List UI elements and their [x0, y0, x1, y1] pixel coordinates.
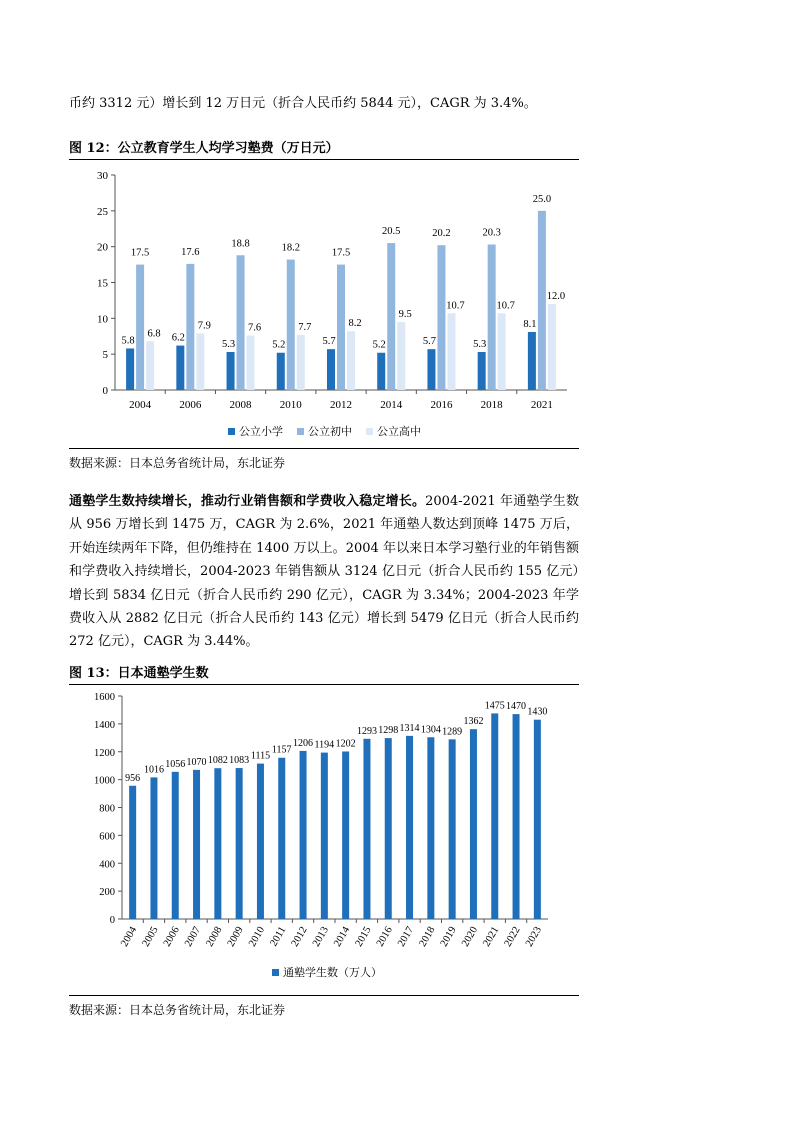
x-tick-label: 2012 — [330, 399, 352, 410]
data-label: 1082 — [207, 755, 228, 767]
data-label: 1194 — [314, 739, 335, 751]
data-label: 956 — [125, 772, 141, 784]
bar — [488, 245, 496, 390]
x-tick-label: 2010 — [247, 925, 268, 949]
bar — [528, 332, 536, 390]
y-tick-label: 1400 — [94, 719, 115, 731]
bar — [342, 751, 349, 919]
x-tick-label: 2018 — [417, 925, 438, 949]
data-label: 1202 — [335, 738, 356, 750]
legend-item — [366, 423, 421, 439]
y-tick-label: 600 — [99, 831, 115, 843]
data-label: 5.3 — [221, 339, 236, 351]
data-label: 1304 — [420, 724, 441, 736]
bar — [498, 313, 506, 390]
x-tick-label: 2008 — [229, 399, 252, 410]
y-tick-label: 1200 — [94, 747, 115, 759]
y-tick-label: 25 — [97, 205, 108, 218]
x-tick-label: 2005 — [140, 925, 161, 949]
y-tick-label: 200 — [99, 887, 115, 899]
bar — [176, 346, 184, 390]
legend-swatch — [297, 428, 304, 435]
bar — [478, 352, 486, 390]
data-label: 20.5 — [382, 226, 401, 238]
bar — [470, 729, 477, 919]
data-label: 5.8 — [121, 335, 135, 347]
figure-12-legend — [228, 423, 421, 439]
x-tick-label: 2019 — [438, 925, 459, 949]
figure-13-chart — [69, 688, 579, 960]
legend-item — [272, 964, 382, 980]
data-label: 17.5 — [331, 247, 351, 259]
bar — [186, 264, 194, 390]
x-tick-label: 2021 — [481, 925, 502, 949]
y-tick-label: 15 — [97, 277, 108, 290]
data-label: 20.3 — [482, 227, 501, 239]
data-label: 6.2 — [171, 332, 185, 344]
bar — [150, 777, 157, 919]
x-tick-label: 2016 — [374, 925, 395, 949]
legend-swatch — [366, 428, 373, 435]
x-tick-label: 2017 — [396, 925, 417, 949]
data-label: 1016 — [143, 764, 164, 776]
x-tick-label: 2004 — [129, 399, 152, 410]
bar — [387, 243, 395, 390]
x-tick-label: 2015 — [353, 925, 374, 949]
x-tick-label: 2011 — [268, 925, 289, 949]
paragraph-lead: 通塾学生数持续增长，推动行业销售额和学费收入稳定增长。 — [69, 494, 426, 509]
bar — [214, 768, 221, 919]
x-tick-label: 2009 — [225, 925, 246, 949]
y-tick-label: 0 — [102, 385, 108, 397]
y-tick-label: 1600 — [94, 692, 115, 703]
legend-label: 公立初中 — [308, 425, 352, 438]
data-label: 1289 — [442, 726, 463, 738]
data-label: 10.7 — [446, 300, 465, 312]
data-label: 1314 — [399, 722, 420, 734]
bar — [237, 255, 245, 390]
data-label: 1470 — [506, 701, 527, 713]
bar — [397, 322, 405, 390]
bar — [377, 353, 385, 390]
bar — [437, 245, 445, 390]
x-tick-label: 2014 — [332, 925, 353, 949]
bar — [385, 738, 392, 919]
x-tick-label: 2006 — [179, 399, 202, 410]
data-label: 7.6 — [247, 322, 262, 334]
data-label: 1206 — [293, 737, 314, 749]
bar — [236, 768, 243, 919]
data-label: 20.2 — [432, 228, 451, 240]
bar — [278, 758, 285, 919]
figure-13-legend — [272, 964, 382, 980]
bar — [257, 764, 264, 919]
legend-swatch — [272, 969, 279, 976]
y-tick-label: 800 — [99, 803, 115, 815]
bar — [247, 336, 255, 390]
data-label: 10.7 — [496, 300, 515, 312]
intro-line: 币约 3312 元）增长到 12 万日元（折合人民币约 5844 元），CAGR 为 3.4%。 — [69, 96, 537, 111]
data-label: 5.7 — [322, 336, 336, 348]
bar — [513, 714, 520, 919]
data-label: 8.1 — [523, 318, 537, 330]
bar — [172, 772, 179, 919]
data-label: 6.8 — [147, 328, 161, 340]
y-tick-label: 400 — [99, 859, 115, 871]
x-tick-label: 2012 — [289, 925, 310, 949]
bar — [548, 304, 556, 390]
bar — [363, 739, 370, 919]
legend-label: 公立高中 — [377, 425, 421, 438]
bar — [300, 751, 307, 919]
data-label: 7.9 — [197, 320, 211, 332]
data-label: 7.7 — [298, 321, 312, 333]
x-tick-label: 2007 — [183, 925, 204, 949]
bar — [297, 335, 305, 390]
data-label: 1298 — [378, 725, 399, 737]
figure-13-title: 图 13：日本通塾学生数 — [69, 662, 579, 685]
legend-label: 公立小学 — [239, 425, 283, 438]
bar — [347, 331, 355, 390]
paragraph-body: 2004-2021 年通塾学生数从 956 万增长到 1475 万，CAGR 为 2.6%，2021 年通塾人数达到顶峰 1475 万后，开始连续两年下降，但仍维持在 1400 万以上。2004 年以来日本学习塾行业的年销售额和学费收入持续增长，2004-2023 年销售额从 3124 亿日元（折合人民币约 155 亿元）增长到 5834 亿日元（折合人民币约 290 亿元），CAGR 为 3.34%；2004-2023 年学费收入从 2882 亿日元（折合人民币约 143 亿元）增长到 5479 亿日元（折合人民币约 272 亿元），CAGR 为 3.44%。 — [69, 494, 579, 650]
data-label: 18.2 — [281, 242, 300, 254]
bar — [449, 739, 456, 919]
data-label: 9.5 — [398, 308, 412, 320]
bar — [491, 713, 498, 919]
y-tick-label: 1000 — [94, 775, 115, 787]
legend-item — [297, 423, 352, 439]
bar — [287, 260, 295, 390]
bar — [427, 349, 435, 390]
data-label: 1070 — [186, 756, 207, 768]
bar — [534, 720, 541, 919]
bar — [427, 737, 434, 919]
bar — [126, 348, 134, 390]
data-label: 1083 — [229, 755, 250, 767]
bar — [406, 736, 413, 919]
x-tick-label: 2018 — [480, 399, 503, 410]
figure-12-source: 数据来源：日本总务省统计局，东北证券 — [69, 448, 579, 471]
bar — [193, 770, 200, 919]
x-tick-label: 2016 — [430, 399, 453, 410]
y-tick-label: 5 — [102, 349, 108, 362]
y-tick-label: 30 — [97, 170, 108, 182]
x-tick-label: 2022 — [502, 925, 523, 949]
legend-swatch — [228, 428, 235, 435]
bar — [129, 786, 136, 919]
bar — [327, 349, 335, 390]
x-tick-label: 2023 — [523, 925, 544, 949]
data-label: 12.0 — [546, 291, 566, 302]
bar — [146, 341, 154, 390]
data-label: 18.8 — [231, 238, 250, 250]
figure-12-title: 图 12：公立教育学生人均学习塾费（万日元） — [69, 137, 579, 160]
data-label: 1430 — [527, 706, 548, 718]
bar — [321, 753, 328, 919]
x-tick-label: 2004 — [119, 925, 140, 949]
body-paragraph — [69, 490, 579, 654]
bar — [277, 353, 285, 390]
bar — [136, 265, 144, 390]
x-tick-label: 2020 — [460, 925, 481, 949]
data-label: 1362 — [463, 716, 484, 728]
x-tick-label: 2010 — [279, 399, 302, 410]
bar — [538, 211, 546, 390]
data-label: 1056 — [165, 758, 186, 770]
x-tick-label: 2013 — [310, 925, 331, 949]
legend-item — [228, 423, 283, 439]
data-label: 1293 — [356, 725, 377, 737]
y-tick-label: 0 — [109, 915, 115, 926]
y-tick-label: 10 — [97, 313, 108, 326]
data-label: 17.6 — [181, 246, 200, 258]
bar — [447, 313, 455, 390]
y-tick-label: 20 — [97, 241, 108, 254]
bar — [337, 265, 345, 390]
bar — [196, 333, 204, 390]
data-label: 8.2 — [348, 318, 362, 330]
data-label: 17.5 — [130, 247, 150, 259]
legend-label: 通塾学生数（万人） — [283, 966, 382, 979]
data-label: 1475 — [484, 700, 505, 712]
x-tick-label: 2006 — [161, 925, 182, 949]
data-label: 5.7 — [422, 336, 437, 348]
x-tick-label: 2008 — [204, 925, 225, 949]
data-label: 1157 — [271, 744, 292, 756]
bar — [227, 352, 235, 390]
x-tick-label: 2014 — [380, 399, 403, 410]
data-label: 5.2 — [372, 339, 386, 351]
x-tick-label: 2021 — [530, 399, 553, 410]
data-label: 5.2 — [272, 339, 286, 351]
data-label: 25.0 — [532, 193, 552, 205]
data-label: 1115 — [250, 750, 271, 762]
figure-13-source: 数据来源：日本总务省统计局，东北证券 — [69, 995, 579, 1018]
figure-12-chart — [69, 160, 579, 410]
data-label: 5.3 — [473, 339, 487, 351]
